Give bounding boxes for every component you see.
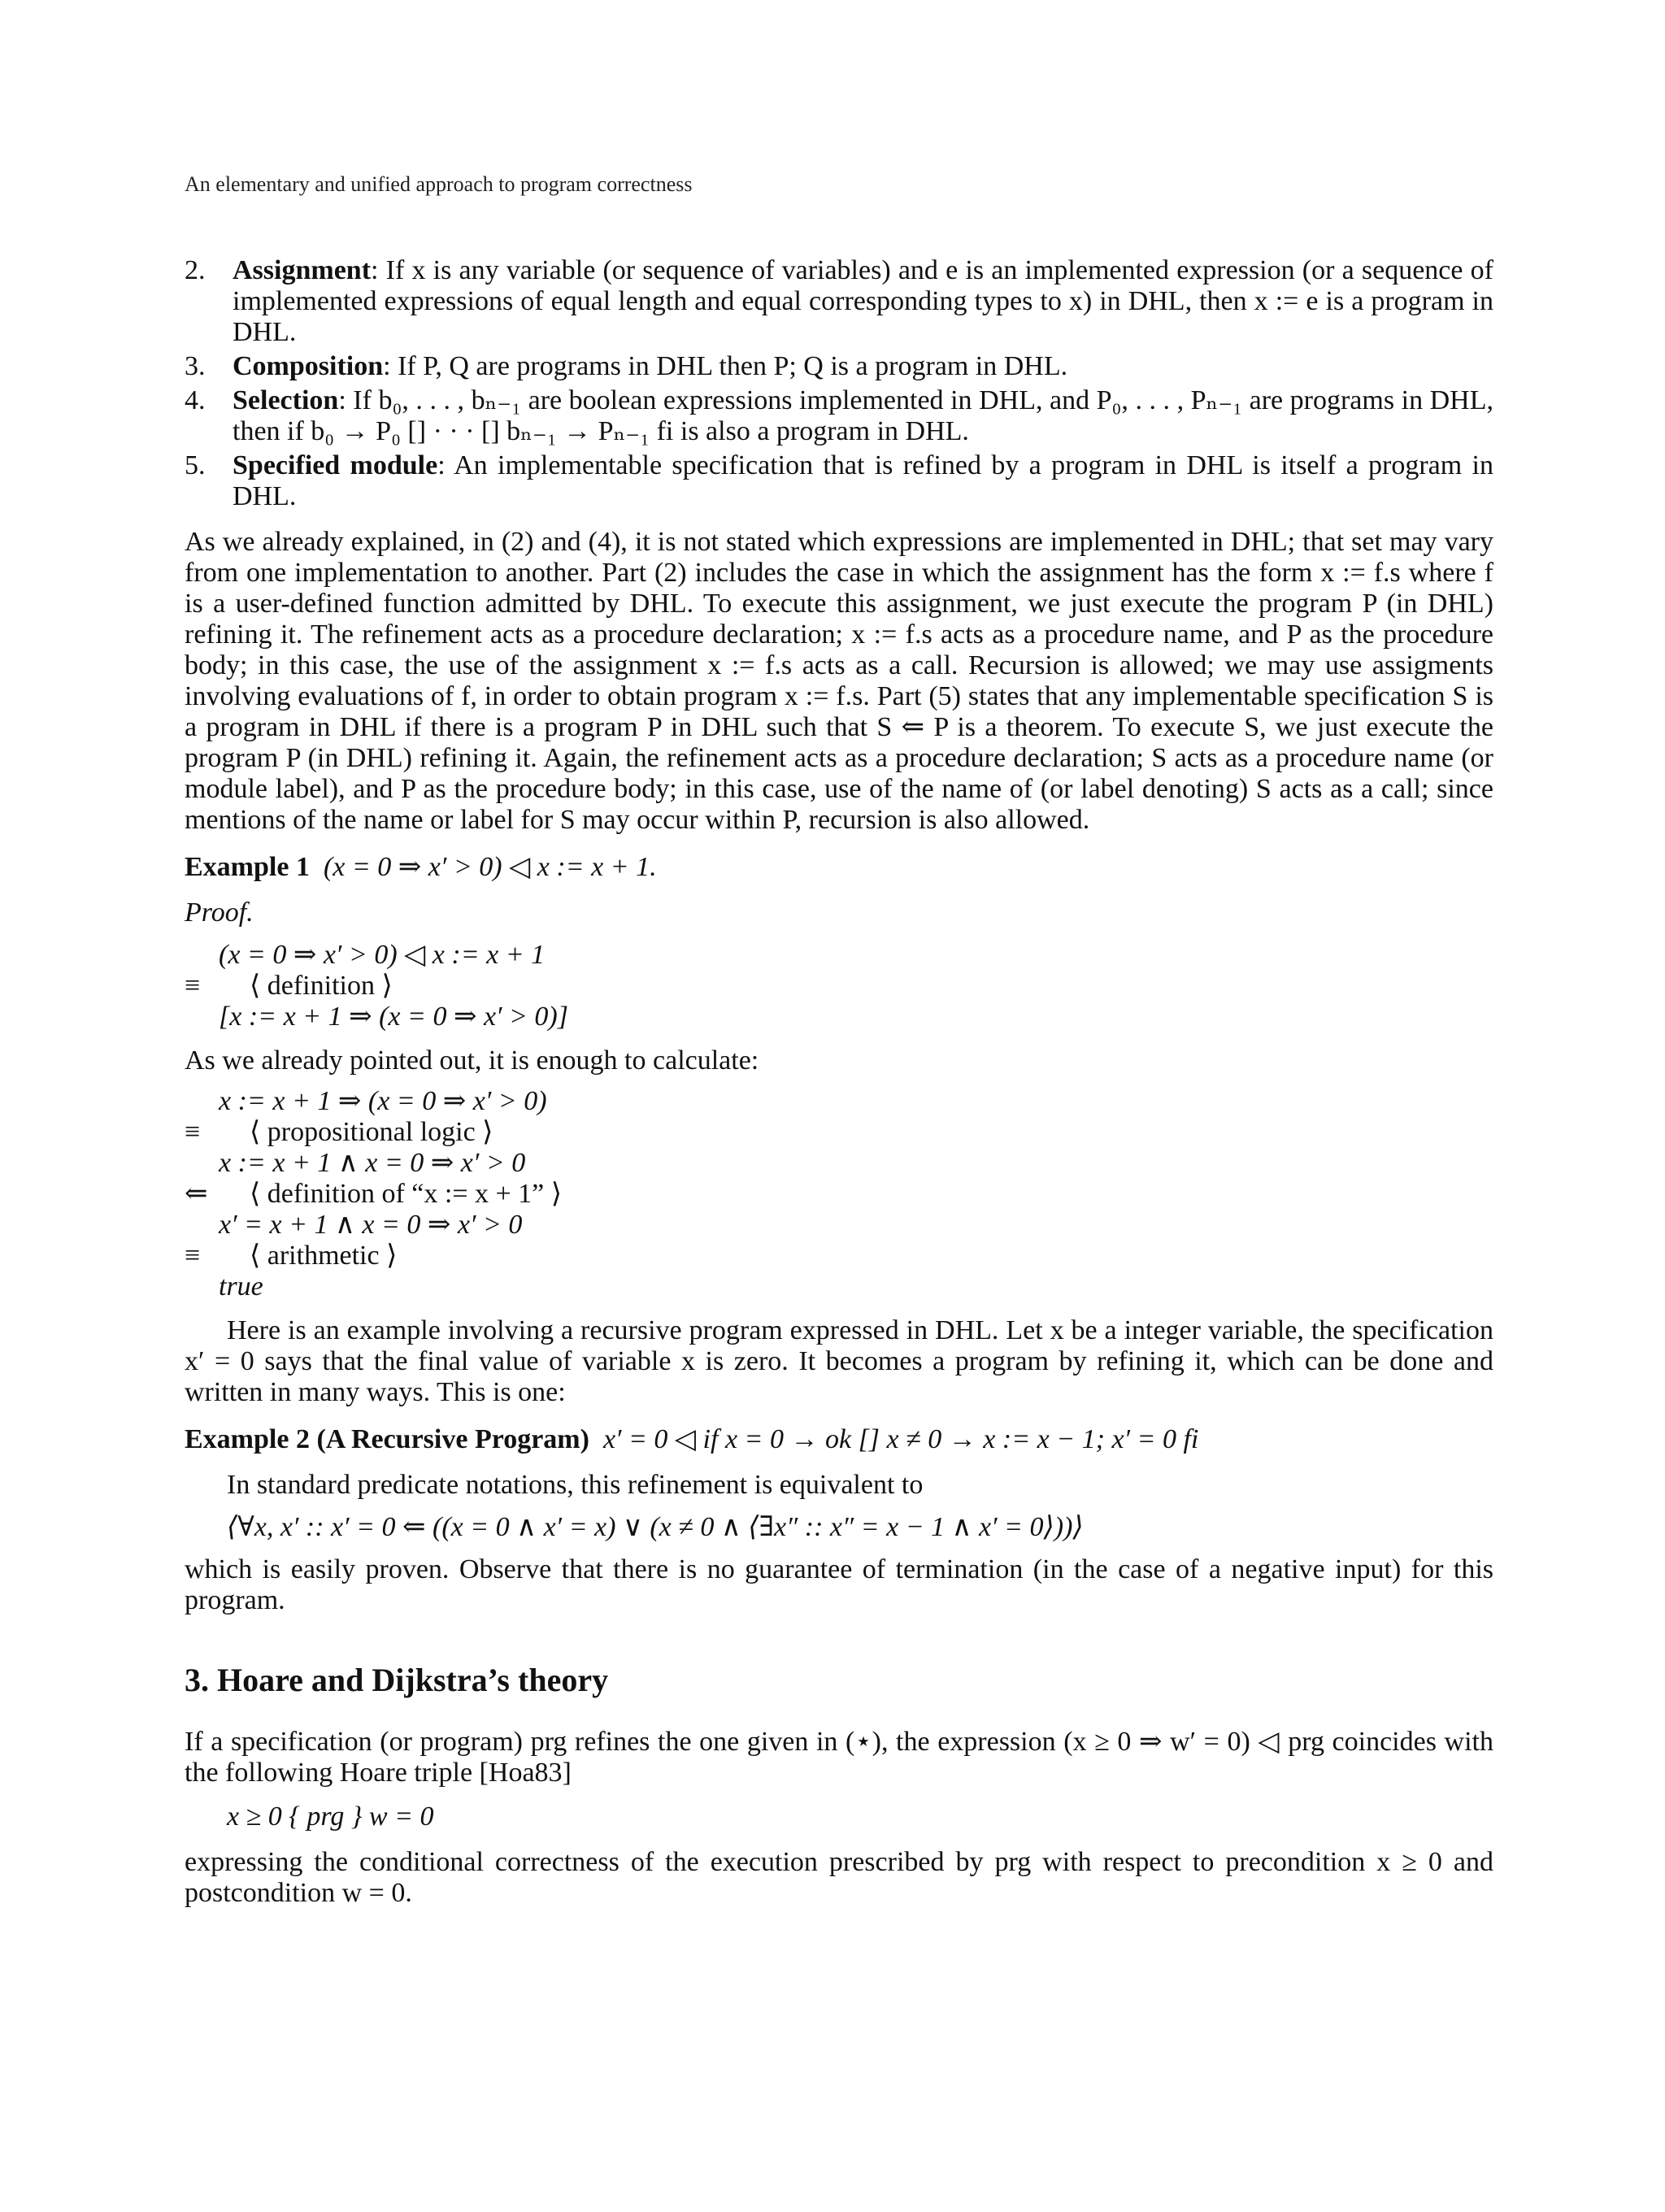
- definition-list: [185, 255, 1493, 512]
- paragraph: As we already pointed out, it is enough to calculate:: [185, 1045, 759, 1076]
- running-header: An elementary and unified approach to program correctness: [185, 172, 693, 196]
- calc-line: [185, 1086, 1493, 1117]
- calc-expression: true: [219, 1271, 263, 1302]
- calc-line: [185, 1117, 1493, 1148]
- section-heading: 3. Hoare and Dijkstra’s theory: [185, 1662, 609, 1698]
- paragraph: which is easily proven. Observe that there is no guarantee of termination (in the case of a negative input) for this program.: [185, 1554, 1493, 1615]
- calc-line: [185, 1210, 1493, 1241]
- calc-expression: x := x + 1 ∧ x = 0 ⇒ x′ > 0: [219, 1148, 526, 1178]
- calc-expression: x := x + 1 ⇒ (x = 0 ⇒ x′ > 0): [219, 1086, 547, 1116]
- list-number: 4.: [185, 385, 206, 415]
- list-item-title: Specified module: [233, 450, 438, 480]
- list-item-title: Composition: [233, 351, 384, 381]
- calc-line: [185, 971, 1493, 1002]
- calc-operator: [185, 940, 212, 971]
- list-item-title: Assignment: [233, 255, 372, 285]
- calc-operator: [185, 1210, 212, 1241]
- calc-operator: ≡: [185, 971, 201, 1001]
- proof-calculation: [185, 940, 1493, 1032]
- calc-operator: [185, 1086, 212, 1117]
- calc-operator: [185, 1148, 212, 1179]
- paragraph: expressing the conditional correctness of the execution prescribed by prg with respect to precondition x ≥ 0 and postcondition w = 0.: [185, 1847, 1493, 1908]
- list-number: 5.: [185, 450, 206, 480]
- calc-line: [185, 1241, 1493, 1271]
- example-statement: (x = 0 ⇒ x′ > 0) ◁ x := x + 1.: [323, 852, 657, 882]
- list-item: [185, 351, 1493, 382]
- list-item: [185, 255, 1493, 348]
- list-item: [185, 450, 1493, 512]
- list-number: 2.: [185, 255, 206, 285]
- paragraph: [185, 1727, 1493, 1788]
- calc-expression: (x = 0 ⇒ x′ > 0) ◁ x := x + 1: [219, 940, 546, 970]
- calc-line: [185, 1179, 1493, 1210]
- example-2: [185, 1424, 1493, 1455]
- example-label: Example 2 (A Recursive Program): [185, 1424, 589, 1454]
- list-item-text: : An implementable specification that is refined by a program in DHL is itself a program in DHL.: [233, 450, 1493, 511]
- calc-hint: ⟨ definition of “x := x + 1” ⟩: [250, 1179, 563, 1209]
- hoare-triple: x ≥ 0 { prg } w = 0: [227, 1801, 434, 1832]
- proof-label: Proof.: [185, 897, 254, 928]
- list-item-text: : If x is any variable (or sequence of variables) and e is an implemented expression (or a sequence of implemented expressions of equal length and equal corresponding types to x) in DHL, then x := e is a program in DHL.: [233, 255, 1493, 347]
- calc-line: [185, 940, 1493, 971]
- formula: ⟨∀x, x′ :: x′ = 0 ⇐ ((x = 0 ∧ x′ = x) ∨ (x ≠ 0 ∧ ⟨∃x″ :: x″ = x − 1 ∧ x′ = 0⟩))⟩: [227, 1512, 1084, 1542]
- paragraph: As we already explained, in (2) and (4), it is not stated which expressions are implemented in DHL; that set may vary from one implementation to another. Part (2) includes the case in which the assignment has the form x := f.s where f is a user-defined function admitted by DHL. To execute this assignment, we just execute the program P (in DHL) refining it. The refinement acts as a procedure declaration; x := f.s acts as a procedure name, and P as the procedure body; in this case, the use of the assignment x := f.s acts as a call. Recursion is allowed; we may use assigments involving evaluations of f, in order to obtain program x := f.s. Part (5) states that any implementable specification S is a program in DHL if there is a program P in DHL such that S ⇐ P is a theorem. To execute S, we just execute the program P (in DHL) refining it. Again, the refinement acts as a procedure declaration; S acts as a procedure name (or module label), and P as the procedure body; in this case, use of the name of (or label denoting) S acts as a call; since mentions of the name or label for S may occur within P, recursion is also allowed.: [185, 527, 1493, 835]
- calc-hint: ⟨ arithmetic ⟩: [250, 1241, 398, 1271]
- example-1: [185, 852, 1493, 883]
- calc-hint: ⟨ propositional logic ⟩: [250, 1117, 493, 1147]
- calc-line: [185, 1002, 1493, 1032]
- paragraph: In standard predicate notations, this refinement is equivalent to: [227, 1470, 924, 1500]
- paragraph-text: If a specification (or program) prg refines the one given in (⋆), the expression (x ≥ 0 ⇒ w′ = 0) ◁ prg coincides with the following Hoare triple [Hoa83]: [185, 1727, 1493, 1788]
- calc-expression: x′ = x + 1 ∧ x = 0 ⇒ x′ > 0: [219, 1210, 523, 1240]
- calc-line: [185, 1271, 1493, 1302]
- main-content: [185, 255, 1493, 1909]
- calc-expression: [x := x + 1 ⇒ (x = 0 ⇒ x′ > 0)]: [219, 1002, 568, 1032]
- list-number: 3.: [185, 351, 206, 381]
- calc-hint: ⟨ definition ⟩: [250, 971, 393, 1001]
- list-item-title: Selection: [233, 385, 339, 415]
- list-item: [185, 385, 1493, 447]
- list-item-text: : If b₀, . . . , bₙ₋₁ are boolean expressions implemented in DHL, and P₀, . . . , Pₙ₋₁ are programs in DHL, then if b₀ → P₀ [] · · · [] bₙ₋₁ → Pₙ₋₁ fi is also a program in DHL.: [233, 385, 1493, 446]
- calc-operator: ≡: [185, 1117, 201, 1147]
- calc-operator: ≡: [185, 1241, 201, 1271]
- example-label: Example 1: [185, 852, 310, 882]
- example-statement: x′ = 0 ◁ if x = 0 → ok [] x ≠ 0 → x := x − 1; x′ = 0 fi: [602, 1424, 1199, 1454]
- calc-operator: [185, 1271, 212, 1302]
- calc-operator: [185, 1002, 212, 1032]
- calc-operator: ⇐: [185, 1179, 208, 1209]
- calculation: [185, 1086, 1493, 1302]
- paragraph: Here is an example involving a recursive program expressed in DHL. Let x be a integer variable, the specification x′ = 0 says that the final value of variable x is zero. It becomes a program by refining it, which can be done and written in many ways. This is one:: [185, 1315, 1493, 1407]
- list-item-text: : If P, Q are programs in DHL then P; Q is a program in DHL.: [383, 351, 1068, 381]
- calc-line: [185, 1148, 1493, 1179]
